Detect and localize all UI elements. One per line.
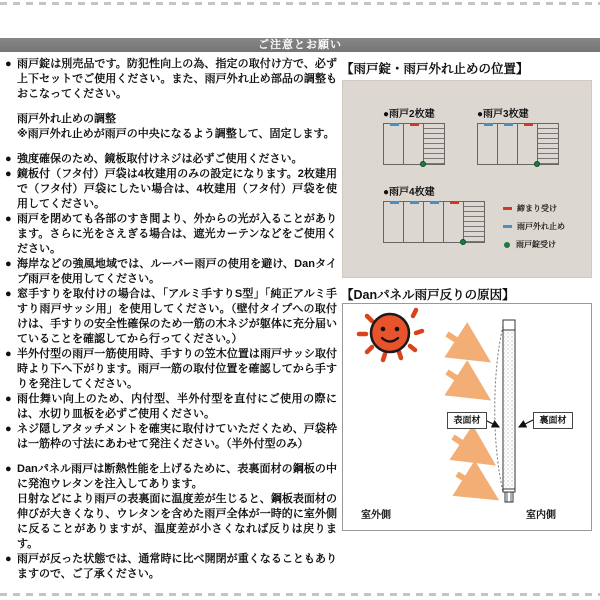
- shutter-diagram-label: ●雨戸2枚建: [383, 109, 435, 120]
- box2-title: 【Danパネル雨戸反りの原因】: [341, 288, 515, 302]
- shutter-box-hatch: [424, 124, 444, 164]
- lock-catch-mark: [410, 123, 419, 126]
- bullet-marker: ●: [5, 423, 12, 435]
- warp-bow-line: [495, 326, 503, 492]
- legend-row: [503, 203, 565, 214]
- shutter-panel: [518, 124, 538, 164]
- shutter-panel: [498, 124, 518, 164]
- stopper-mark: [410, 201, 419, 204]
- indoor-side-label: 室内側: [526, 510, 556, 521]
- note-item: ● ネジ隠しアタッチメントを確実に取付けていただくため、戸袋枠は一筋枠の寸法にあわせて発注ください。（半外付型のみ）: [5, 423, 337, 450]
- note-item: 雨戸外れ止めの調整: [17, 113, 116, 125]
- shutter-diagram-label: ●雨戸4枚建: [383, 187, 435, 198]
- legend-label: 雨戸外れ止め: [517, 222, 565, 231]
- bottom-perforation-border: [0, 593, 600, 596]
- bullet-marker: ●: [5, 258, 12, 270]
- notes-list: [5, 57, 337, 582]
- legend-row: [503, 221, 565, 232]
- shutter-panel-drawing: [503, 320, 515, 502]
- stopper-mark: [430, 201, 439, 204]
- front-material-label: 表面材: [447, 412, 487, 429]
- top-perforation-border: [0, 2, 600, 5]
- shutter-panel: [404, 202, 424, 242]
- lock-catch-mark: [450, 201, 459, 204]
- note-item: ● 雨戸が反った状態では、通常時に比べ開閉が重くなることもありますので、ご了承ください。: [5, 553, 337, 580]
- shutter-position-diagram-panel: [342, 80, 592, 278]
- lock-receiver-dot: [534, 161, 540, 167]
- shutter-diagram-2mai: [383, 105, 445, 165]
- legend-label: 雨戸錠受け: [516, 240, 556, 249]
- legend-label: 締まり受け: [517, 204, 557, 213]
- bullet-marker: ●: [5, 393, 12, 405]
- lock-catch-mark: [524, 123, 533, 126]
- note-item: ● 強度確保のため、鏡板取付けネジは必ずご使用ください。: [5, 153, 303, 165]
- back-material-label: 裏面材: [533, 412, 573, 429]
- shutter-box-hatch: [464, 202, 484, 242]
- warp-cause-diagram-box: [342, 303, 592, 531]
- bullet-marker: ●: [5, 153, 12, 165]
- shutter-panel: [478, 124, 498, 164]
- shutter-box-hatch: [538, 124, 558, 164]
- shutter-diagram-label: ●雨戸3枚建: [477, 109, 529, 120]
- shutter-diagram-4mai: [383, 183, 485, 243]
- outdoor-side-label: 室外側: [361, 510, 391, 521]
- note-item: ● 雨戸を閉めても各部のすき間より、外からの光が入ることがあります。さらに光をさえぎる場合は、遮光カーテンなどをご使用ください。: [5, 213, 337, 255]
- shutter-diagram-3mai: [477, 105, 559, 165]
- note-item: ● 雨戸錠は別売品です。防犯性向上の為、指定の取付け方で、必ず上下セットでご使用ください。また、雨戸外れ止め部品の調整もおこなってください。: [5, 58, 337, 100]
- bullet-marker: ●: [5, 288, 12, 300]
- shutter-rect: [477, 123, 559, 165]
- note-item: ● 雨仕舞い向上のため、内付型、半外付型を直付にご使用の際には、水切り皿板を必ずご使用ください。: [5, 393, 337, 420]
- lock-receiver-dot: [420, 161, 426, 167]
- legend-swatch-dash: [503, 225, 512, 228]
- lock-receiver-dot: [460, 239, 466, 245]
- bullet-marker: ●: [5, 58, 12, 70]
- section-header: ご注意とお願い: [0, 38, 600, 52]
- note-item: ● 窓手すりを取付けの場合は、「アルミ手すりS型」「純正アルミ手すり雨戸サッシ用」を使用してください。（壁付タイプへの取付けは、手すりの安全性確保のため一筋の木ネジが躯体に充分届いていることを確認してから行ってください。）: [5, 288, 337, 345]
- bullet-marker: ●: [5, 348, 12, 360]
- stopper-mark: [484, 123, 493, 126]
- shutter-rect: [383, 123, 445, 165]
- bullet-marker: ●: [5, 213, 12, 225]
- note-item: ● 海岸などの強風地域では、ルーバー雨戸の使用を避け、Danタイプ雨戸を使用してください。: [5, 258, 337, 285]
- shutter-panel: [404, 124, 424, 164]
- box1-title: 【雨戸錠・雨戸外れ止めの位置】: [341, 62, 529, 76]
- bullet-marker: ●: [5, 553, 12, 565]
- legend-swatch-dash: [503, 207, 512, 210]
- legend: [503, 203, 565, 257]
- legend-row: [503, 239, 565, 250]
- stopper-mark: [390, 201, 399, 204]
- legend-swatch-dot: [504, 242, 510, 248]
- shutter-panel: [444, 202, 464, 242]
- note-item: ● Danパネル雨戸は断熱性能を上げるために、表裏面材の鋼板の中に発泡ウレタンを注入してあります。: [5, 463, 337, 490]
- sun-icon: [359, 310, 422, 360]
- shutter-rect: [383, 201, 485, 243]
- shutter-panel: [424, 202, 444, 242]
- shutter-panel: [384, 202, 404, 242]
- bullet-marker: ●: [5, 168, 12, 180]
- stopper-mark: [390, 123, 399, 126]
- shutter-panel: [384, 124, 404, 164]
- note-item: 日射などにより雨戸の表裏面に温度差が生じると、鋼板表面材の伸びが大きくなり、ウレタンを含めた雨戸全体が一時的に室外側に反ることがありますが、温度差が小さくなれば反りは戻ります。: [17, 493, 337, 550]
- note-item: ● 鏡板付（フタ付）戸袋は4枚建用のみの設定になります。2枚建用で（フタ付）戸袋にしたい場合は、4枚建用（フタ付）戸袋を使用してください。: [5, 168, 337, 210]
- stopper-mark: [504, 123, 513, 126]
- note-item: ● 半外付型の雨戸一筋使用時、手すりの笠木位置は雨戸サッシ取付時より下へ下がります。雨戸一筋の取付位置を確認してから手すりを発注してください。: [5, 348, 337, 390]
- note-item: ※雨戸外れ止めが雨戸の中央になるよう調整して、固定します。: [17, 128, 335, 140]
- bullet-marker: ●: [5, 463, 12, 475]
